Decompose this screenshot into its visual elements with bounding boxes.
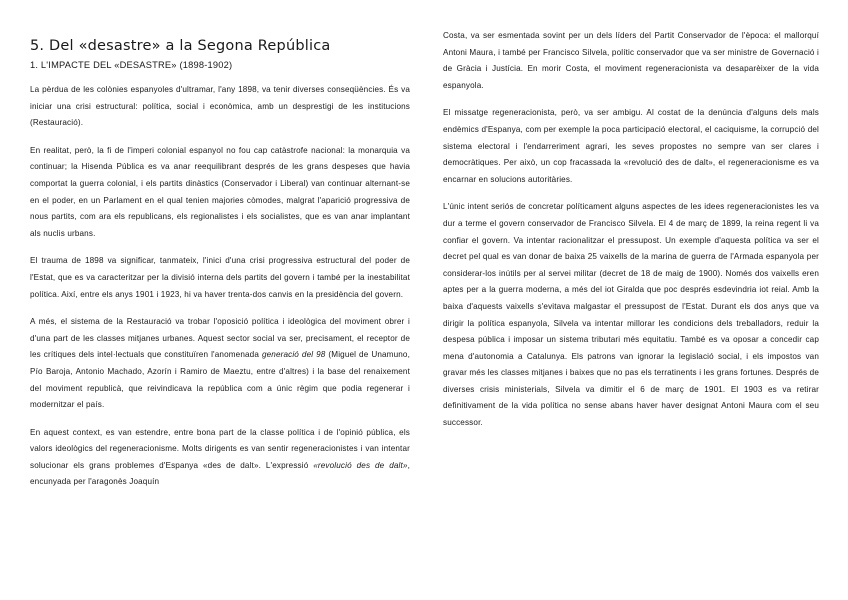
paragraph-1: La pèrdua de les colònies espanyoles d'ultramar, l'any 1898, va tenir diverses conseqüències. És va iniciar una crisi estructural: política, social i econòmica, amb un desprestigi de les institucions (Restauració). — [30, 85, 410, 128]
revolucio-des-de-dalt-term: «revolució des de dalt» — [313, 460, 408, 470]
paragraph-5-text-end: , encunyada per l'aragonès Joaquín — [30, 460, 410, 487]
paragraph-6: Costa, va ser esmentada sovint per un dels líders del Partit Conservador de l'època: el mallorquí Antoni Maura, i també per Francisco Silvela, polític conservador que va ser ministre de Governació i de Gràcia i Justícia. En morir Costa, el moviment regeneracionista va desaparèixer de la vida espanyola. — [443, 31, 819, 90]
paragraph-8: L'únic intent seriós de concretar políticament alguns aspectes de les idees regeneracionistes les va dur a terme el govern conservador de Francisco Silvela. El 4 de març de 1899, la reina regent li va confiar el govern. Va intentar racionalitzar el pressupost. Un exemple d'aquesta política va ser el decret pel qual es van donar de baixa 25 vaixells de la marina de guerra de l'Armada espanyola per considerar-los inútils per al servei militar (decret de 18 de maig de 1900). Només dos vaixells eren aptes per a la guerra moderna, a més del iot Giralda que poc després esdevindria iot reial. Amb la baixa d'aquests vaixells s'evitava malgastar el pressupost de l'Estat. Durant els dos anys que va dirigir la política espanyola, Silvela va intentar millorar les condicions dels treballadors, reduir la despesa pública i imposar un sistema tributari més equitatiu. També es va oposar a concedir cap mena d'autonomia a Catalunya. Els patrons van ignorar la legislació social, i els impostos van gravar més les classes mitjanes i baixes que no pas els terratinents i les grans fortunes. Després de diverses crisis ministerials, Silvela va dimitir el 6 de març de 1901. El 1903 es va retirar definitivament de la vida política no sense abans haver haver designat Antoni Maura com el seu successor. — [443, 202, 819, 428]
paragraph-2: En realitat, però, la fi de l'imperi colonial espanyol no fou cap catàstrofe nacional: la monarquia va continuar; la Hisenda Pública es va anar reequilibrant després de les grans despeses que havia comportat la guerra colonial, i els partits dinàstics (Conservador i Liberal) van continuar alternant-se en el poder, en un Parlament en el qual tenien majories còmodes, malgrat l'aparició progressiva de nous partits, com ara els republicans, els regionalistes i els socialistes, que es van anar implantant als nuclis urbans. — [30, 145, 410, 238]
right-column — [443, 28, 819, 443]
paragraph-3: El trauma de 1898 va significar, tanmateix, l'inici d'una crisi progressiva estructural del poder de l'Estat, que es va caracteritzar per la divisió interna dels partits del govern i també per la inestabilitat política. Així, entre els anys 1901 i 1923, hi va haver trenta-dos canvis en la presidència del govern. — [30, 256, 410, 299]
paragraph-5-text: En aquest context, es van estendre, entre bona part de la classe política i de l'opinió pública, els valors ideològics del regeneracionisme. Molts dirigents es van sentir regeneracionistes i van intentar solucionar els grans problemes d'Espanya «des de dalt». L'expressió — [30, 427, 410, 470]
generacio-98-term: generació del 98 — [261, 350, 326, 360]
subsection-title: 1. L'IMPACTE DEL «DESASTRE» (1898-1902) — [30, 60, 233, 70]
paragraph-4-text: A més, el sistema de la Restauració va trobar l'oposició política i ideològica del moviment obrer i d'una part de les classes mitjanes urbanes. Aquest sector social va ser, precisament, el receptor de les crítiques dels intel·lectuals que constituïren l'anomenada — [30, 317, 410, 360]
left-column — [30, 28, 410, 502]
paragraph-4-text-end: (Miguel de Unamuno, Pío Baroja, Antonio Machado, Azorín i Ramiro de Maeztu, entre d'altres) i la base del renaixement del moviment republicà, que reivindicava la república com a únic règim que podia regenerar i modernitzar el país. — [30, 350, 411, 410]
paragraph-7: El missatge regeneracionista, però, va ser ambigu. Al costat de la denúncia d'alguns dels mals endèmics d'Espanya, com per exemple la poca participació electoral, el caciquisme, la corrupció del sistema electoral i l'endarreriment agrari, les seves propostes no sempre van ser clares i democràtiques. Per això, un cop fracassada la «revolució des de dalt», el regeneracionisme es va encarnar en solucions autoritàries. — [443, 108, 819, 184]
paragraph-5 — [30, 425, 410, 491]
paragraph-4 — [30, 314, 410, 414]
section-title: 5. Del «desastre» a la Segona República — [30, 38, 331, 54]
